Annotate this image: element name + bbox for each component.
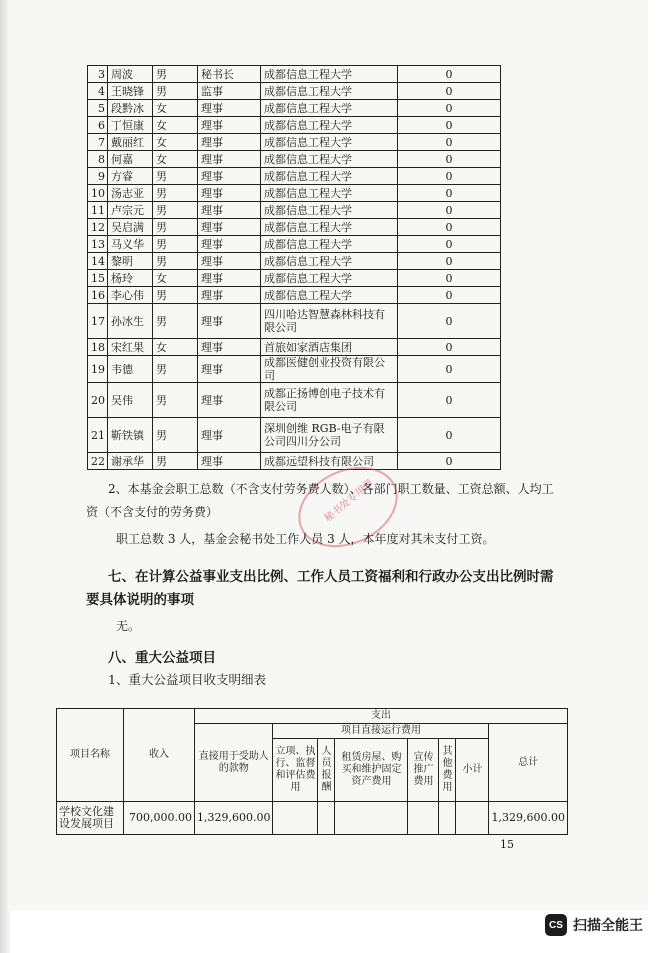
member-row — [88, 168, 501, 185]
member-sex: 男 — [153, 356, 198, 383]
member-compensation: 0 — [398, 83, 501, 100]
member-name: 孙冰生 — [108, 304, 153, 339]
member-name: 戴丽红 — [108, 134, 153, 151]
member-role: 理事 — [198, 151, 261, 168]
member-row — [88, 253, 501, 270]
member-compensation: 0 — [398, 356, 501, 383]
member-sex: 男 — [153, 168, 198, 185]
member-organization: 成都正扬博创电子技术有限公司 — [261, 383, 398, 418]
header-fixed-asset-cost: 租赁房屋、购买和维护固定资产费用 — [335, 739, 408, 802]
member-number: 22 — [88, 453, 108, 470]
member-row — [88, 383, 501, 418]
member-number: 18 — [88, 339, 108, 356]
member-sex: 男 — [153, 66, 198, 83]
paragraph-staff-count-question: 2、本基金会职工总数（不含支付劳务费人数）、各部门职工数量、工资总额、人均工 — [108, 482, 554, 496]
member-number: 3 — [88, 66, 108, 83]
member-name: 韦德 — [108, 356, 153, 383]
member-row — [88, 202, 501, 219]
member-compensation: 0 — [398, 100, 501, 117]
header-promotion-cost: 宣传推广费用 — [408, 739, 439, 802]
member-number: 12 — [88, 219, 108, 236]
member-number: 19 — [88, 356, 108, 383]
member-role: 理事 — [198, 202, 261, 219]
member-role: 理事 — [198, 453, 261, 470]
member-name: 靳铁镇 — [108, 418, 153, 453]
member-organization: 成都信息工程大学 — [261, 100, 398, 117]
member-compensation: 0 — [398, 339, 501, 356]
member-number: 21 — [88, 418, 108, 453]
header-total: 总计 — [489, 724, 567, 802]
member-sex: 男 — [153, 83, 198, 100]
major-project-table — [56, 708, 568, 835]
header-direct-ops: 项目直接运行费用 — [273, 724, 489, 739]
member-number: 10 — [88, 185, 108, 202]
section-7-heading: 七、在计算公益事业支出比例、工作人员工资福利和行政办公支出比例时需 — [108, 569, 554, 585]
header-project-admin-cost: 立项、执行、监督和评估费用 — [273, 739, 318, 802]
member-sex: 男 — [153, 185, 198, 202]
header-expense: 支出 — [195, 709, 568, 724]
member-compensation: 0 — [398, 202, 501, 219]
member-role: 理事 — [198, 134, 261, 151]
member-row — [88, 134, 501, 151]
member-organization: 成都信息工程大学 — [261, 270, 398, 287]
member-number: 7 — [88, 134, 108, 151]
camscanner-name: 扫描全能王 — [573, 918, 643, 934]
member-organization: 成都远望科技有限公司 — [261, 453, 398, 470]
header-direct-beneficiary: 直接用于受助人的款物 — [195, 724, 273, 802]
member-compensation: 0 — [398, 270, 501, 287]
member-row — [88, 418, 501, 453]
member-name: 何嘉 — [108, 151, 153, 168]
member-row — [88, 356, 501, 383]
section-7-heading-cont: 要具体说明的事项 — [86, 592, 194, 608]
member-sex: 男 — [153, 253, 198, 270]
member-role: 秘书长 — [198, 66, 261, 83]
member-name: 卢宗元 — [108, 202, 153, 219]
member-compensation: 0 — [398, 383, 501, 418]
member-role: 理事 — [198, 339, 261, 356]
member-number: 16 — [88, 287, 108, 304]
header-staff-pay: 人员报酬 — [318, 739, 335, 802]
member-compensation: 0 — [398, 253, 501, 270]
paragraph-staff-count-answer: 职工总数 3 人，基金会秘书处工作人员 3 人，本年度对其未支付工资。 — [116, 532, 495, 546]
member-organization: 成都信息工程大学 — [261, 219, 398, 236]
member-sex: 男 — [153, 287, 198, 304]
member-sex: 男 — [153, 418, 198, 453]
member-organization: 成都信息工程大学 — [261, 134, 398, 151]
member-name: 黎明 — [108, 253, 153, 270]
member-row — [88, 185, 501, 202]
section-7-answer: 无。 — [116, 619, 141, 633]
member-role: 理事 — [198, 168, 261, 185]
member-name: 段黔冰 — [108, 100, 153, 117]
member-organization: 四川哈达智慧森林科技有限公司 — [261, 304, 398, 339]
member-sex: 女 — [153, 134, 198, 151]
member-row — [88, 219, 501, 236]
project-total-cell: 1,329,600.00 — [489, 802, 567, 835]
member-sex: 男 — [153, 236, 198, 253]
section-8-subheading: 1、重大公益项目收支明细表 — [108, 672, 266, 687]
member-compensation: 0 — [398, 287, 501, 304]
member-row — [88, 304, 501, 339]
member-organization: 首旅如家酒店集团 — [261, 339, 398, 356]
member-row — [88, 100, 501, 117]
member-role: 理事 — [198, 100, 261, 117]
member-sex: 女 — [153, 151, 198, 168]
member-number: 17 — [88, 304, 108, 339]
empty-cell — [439, 802, 456, 835]
member-number: 9 — [88, 168, 108, 185]
member-sex: 女 — [153, 100, 198, 117]
member-sex: 男 — [153, 202, 198, 219]
empty-cell — [318, 802, 335, 835]
member-number: 13 — [88, 236, 108, 253]
header-other-cost: 其他费用 — [439, 739, 456, 802]
member-role: 理事 — [198, 236, 261, 253]
member-compensation: 0 — [398, 66, 501, 83]
member-sex: 女 — [153, 270, 198, 287]
member-role: 理事 — [198, 418, 261, 453]
member-sex: 男 — [153, 219, 198, 236]
member-sex: 男 — [153, 304, 198, 339]
member-row — [88, 287, 501, 304]
header-income: 收入 — [124, 709, 195, 802]
member-sex: 女 — [153, 117, 198, 134]
member-row — [88, 270, 501, 287]
member-name: 吴伟 — [108, 383, 153, 418]
project-direct-cell: 1,329,600.00 — [195, 802, 273, 835]
header-subtotal: 小计 — [456, 739, 489, 802]
camscanner-logo-icon: CS — [545, 914, 567, 936]
member-role: 理事 — [198, 117, 261, 134]
member-row — [88, 453, 501, 470]
member-row — [88, 117, 501, 134]
member-organization: 成都信息工程大学 — [261, 236, 398, 253]
member-role: 理事 — [198, 287, 261, 304]
member-organization: 成都信息工程大学 — [261, 287, 398, 304]
member-organization: 成都信息工程大学 — [261, 151, 398, 168]
project-name-cell: 学校文化建设发展项目 — [57, 802, 124, 835]
member-number: 11 — [88, 202, 108, 219]
member-number: 15 — [88, 270, 108, 287]
member-organization: 成都信息工程大学 — [261, 168, 398, 185]
member-role: 理事 — [198, 304, 261, 339]
member-row — [88, 83, 501, 100]
member-organization: 成都信息工程大学 — [261, 117, 398, 134]
member-compensation: 0 — [398, 236, 501, 253]
member-compensation: 0 — [398, 134, 501, 151]
member-name: 丁恒康 — [108, 117, 153, 134]
member-compensation: 0 — [398, 219, 501, 236]
member-name: 杨玲 — [108, 270, 153, 287]
member-name: 宋红果 — [108, 339, 153, 356]
member-sex: 男 — [153, 453, 198, 470]
paragraph-staff-count-question-cont: 资（不含支付的劳务费） — [86, 505, 219, 519]
member-role: 监事 — [198, 83, 261, 100]
empty-cell — [273, 802, 318, 835]
project-income-cell: 700,000.00 — [124, 802, 195, 835]
page-number: 15 — [500, 838, 514, 851]
member-name: 李心伟 — [108, 287, 153, 304]
member-organization: 深圳创维 RGB-电子有限公司四川分公司 — [261, 418, 398, 453]
member-role: 理事 — [198, 253, 261, 270]
member-role: 理事 — [198, 383, 261, 418]
member-compensation: 0 — [398, 168, 501, 185]
empty-cell — [408, 802, 439, 835]
member-row — [88, 66, 501, 83]
member-name: 吴启满 — [108, 219, 153, 236]
member-number: 14 — [88, 253, 108, 270]
member-role: 理事 — [198, 219, 261, 236]
empty-cell — [335, 802, 408, 835]
member-row — [88, 151, 501, 168]
member-sex: 男 — [153, 383, 198, 418]
member-organization: 成都信息工程大学 — [261, 83, 398, 100]
member-compensation: 0 — [398, 117, 501, 134]
member-row — [88, 236, 501, 253]
scanner-watermark — [545, 913, 643, 937]
empty-cell — [456, 802, 489, 835]
member-organization: 成都信息工程大学 — [261, 253, 398, 270]
section-8-heading: 八、重大公益项目 — [108, 650, 216, 666]
member-compensation: 0 — [398, 304, 501, 339]
member-organization: 成都信息工程大学 — [261, 185, 398, 202]
member-name: 周波 — [108, 66, 153, 83]
member-row — [88, 339, 501, 356]
member-organization: 成都医健创业投资有限公司 — [261, 356, 398, 383]
member-number: 20 — [88, 383, 108, 418]
member-sex: 女 — [153, 339, 198, 356]
official-seal-text: 秘书处专用章 — [322, 477, 376, 525]
council-members-table — [87, 65, 501, 470]
member-number: 4 — [88, 83, 108, 100]
member-name: 汤志亚 — [108, 185, 153, 202]
header-project-name: 项目名称 — [57, 709, 124, 802]
member-number: 8 — [88, 151, 108, 168]
member-compensation: 0 — [398, 151, 501, 168]
member-organization: 成都信息工程大学 — [261, 202, 398, 219]
member-organization: 成都信息工程大学 — [261, 66, 398, 83]
member-name: 马义华 — [108, 236, 153, 253]
member-compensation: 0 — [398, 453, 501, 470]
member-name: 方睿 — [108, 168, 153, 185]
member-compensation: 0 — [398, 418, 501, 453]
member-role: 理事 — [198, 185, 261, 202]
member-compensation: 0 — [398, 185, 501, 202]
member-name: 王晓锋 — [108, 83, 153, 100]
member-role: 理事 — [198, 356, 261, 383]
member-number: 6 — [88, 117, 108, 134]
member-number: 5 — [88, 100, 108, 117]
member-name: 谢承华 — [108, 453, 153, 470]
member-role: 理事 — [198, 270, 261, 287]
